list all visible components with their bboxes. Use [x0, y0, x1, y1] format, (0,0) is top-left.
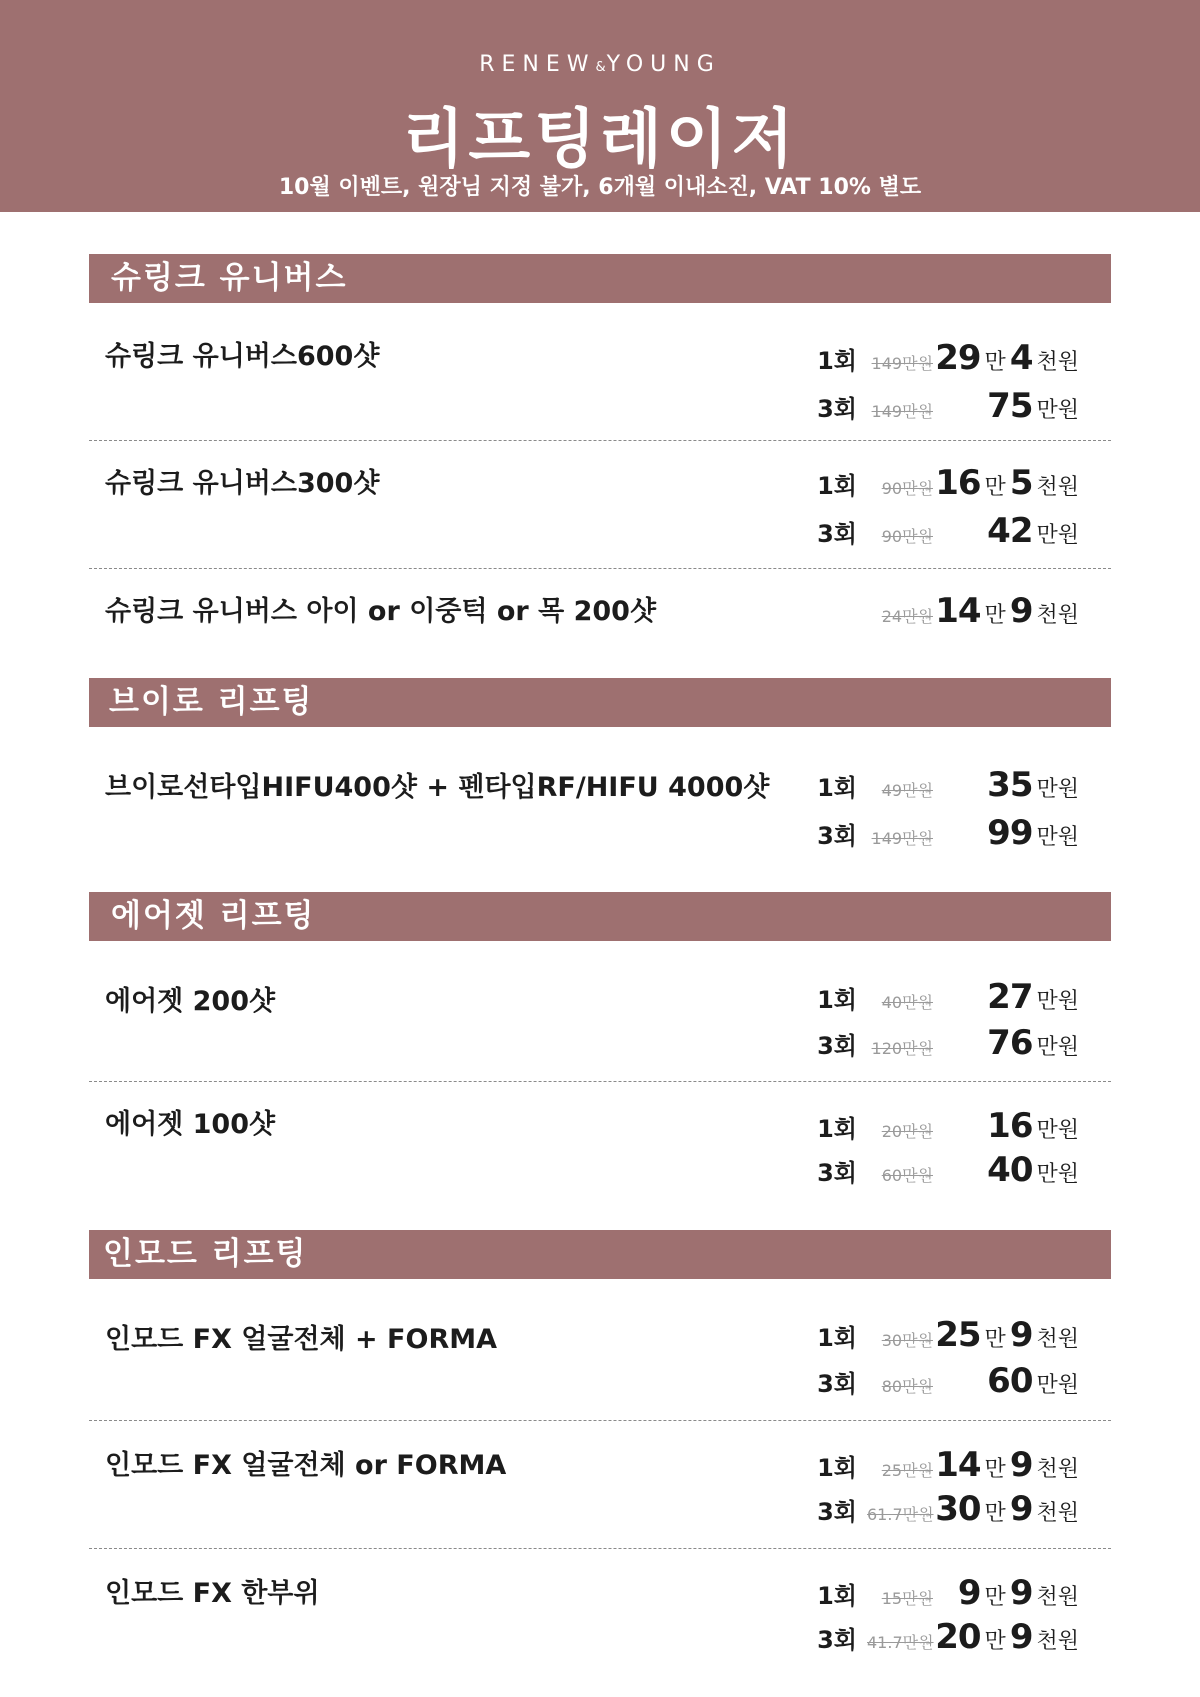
list-item [89, 727, 1111, 877]
original-price: 60만원 [881, 1166, 933, 1185]
original-price: 149만원 [871, 402, 933, 421]
price-line [817, 1106, 1079, 1146]
original-price: 61.7만원 [867, 1505, 934, 1524]
original-price: 40만원 [881, 993, 933, 1012]
original-price: 149만원 [871, 829, 933, 848]
original-price: 30만원 [881, 1331, 933, 1350]
item-name: 브이로선타입HIFU400샷 + 펜타입RF/HIFU 4000샷 [105, 772, 770, 803]
price-line [817, 977, 1079, 1017]
price-line [817, 1361, 1079, 1401]
sale-price: 29 만 4 천원 [935, 338, 1079, 378]
item-name: 슈링크 유니버스300샷 [105, 468, 380, 499]
session-count: 3회 [817, 1498, 857, 1526]
item-name: 슈링크 유니버스 아이 or 이중턱 or 목 200샷 [105, 596, 657, 627]
price-line [817, 1445, 1079, 1485]
session-count: 1회 [817, 986, 857, 1014]
session-count: 1회 [817, 774, 857, 802]
session-count: 3회 [817, 1626, 857, 1654]
session-count: 1회 [817, 1115, 857, 1143]
sale-price: 27 만원 [987, 977, 1079, 1017]
item-name: 슈링크 유니버스600샷 [105, 341, 380, 372]
list-item [89, 1082, 1111, 1202]
original-price: 90만원 [881, 479, 933, 498]
page-header [0, 0, 1200, 212]
event-notice: 10월 이벤트, 원장님 지정 불가, 6개월 이내소진, VAT 10% 별도 [278, 175, 922, 200]
item-name: 인모드 FX 한부위 [105, 1578, 320, 1609]
list-item [89, 1279, 1111, 1420]
brand-logo: RENEW&YOUNG [479, 52, 721, 77]
sale-price: 75 만원 [987, 386, 1079, 426]
list-item [89, 1421, 1111, 1548]
original-price: 25만원 [881, 1461, 933, 1480]
sale-price: 16 만 5 천원 [935, 463, 1079, 503]
price-line [817, 813, 1079, 853]
price-line [817, 1150, 1079, 1190]
price-line [817, 338, 1079, 378]
sale-price: 16 만원 [987, 1106, 1079, 1146]
price-line [817, 386, 1079, 426]
section-header-inmode: 인모드 리프팅 [89, 1230, 1111, 1279]
session-count: 3회 [817, 520, 857, 548]
sale-price: 40 만원 [987, 1150, 1079, 1190]
sale-price: 30 만 9 천원 [935, 1489, 1079, 1529]
price-line [817, 511, 1079, 551]
price-line [817, 1023, 1079, 1063]
session-count: 1회 [817, 1582, 857, 1610]
session-count: 1회 [817, 1324, 857, 1352]
sale-price: 35 만원 [987, 765, 1079, 805]
session-count: 3회 [817, 395, 857, 423]
item-name: 에어젯 200샷 [105, 986, 276, 1017]
list-item [89, 941, 1111, 1081]
list-item [89, 441, 1111, 568]
price-line [817, 1573, 1079, 1613]
session-count: 3회 [817, 1032, 857, 1060]
price-line [817, 765, 1079, 805]
sale-price: 9 만 9 천원 [957, 1573, 1079, 1613]
sale-price: 25 만 9 천원 [935, 1315, 1079, 1355]
price-line [817, 1315, 1079, 1355]
price-line [817, 1489, 1079, 1529]
original-price: 24만원 [881, 607, 933, 626]
original-price: 20만원 [881, 1122, 933, 1141]
section-header-vro: 브이로 리프팅 [89, 678, 1111, 727]
original-price: 120만원 [871, 1039, 933, 1058]
section-header-airjet: 에어젯 리프팅 [89, 892, 1111, 941]
price-line [817, 1617, 1079, 1657]
sale-price: 76 만원 [987, 1023, 1079, 1063]
item-name: 인모드 FX 얼굴전체 or FORMA [105, 1450, 507, 1481]
item-name: 에어젯 100샷 [105, 1109, 276, 1140]
original-price: 41.7만원 [867, 1633, 934, 1652]
price-line [867, 591, 1079, 631]
session-count: 1회 [817, 1454, 857, 1482]
list-item [89, 1549, 1111, 1669]
session-count: 3회 [817, 822, 857, 850]
list-item [89, 302, 1111, 440]
original-price: 80만원 [881, 1377, 933, 1396]
original-price: 15만원 [881, 1589, 933, 1608]
session-count: 1회 [817, 347, 857, 375]
session-count: 1회 [817, 472, 857, 500]
sale-price: 99 만원 [987, 813, 1079, 853]
sale-price: 14 만 9 천원 [935, 591, 1079, 631]
original-price: 149만원 [871, 354, 933, 373]
sale-price: 20 만 9 천원 [935, 1617, 1079, 1657]
session-count: 3회 [817, 1159, 857, 1187]
section-header-shrink: 슈링크 유니버스 [89, 254, 1111, 303]
sale-price: 14 만 9 천원 [935, 1445, 1079, 1485]
page-title: 리프팅레이저 [402, 103, 798, 177]
sale-price: 60 만원 [987, 1361, 1079, 1401]
list-item [89, 569, 1111, 659]
sale-price: 42 만원 [987, 511, 1079, 551]
original-price: 90만원 [881, 527, 933, 546]
item-name: 인모드 FX 얼굴전체 + FORMA [105, 1324, 498, 1355]
price-line [817, 463, 1079, 503]
session-count: 3회 [817, 1370, 857, 1398]
original-price: 49만원 [881, 781, 933, 800]
